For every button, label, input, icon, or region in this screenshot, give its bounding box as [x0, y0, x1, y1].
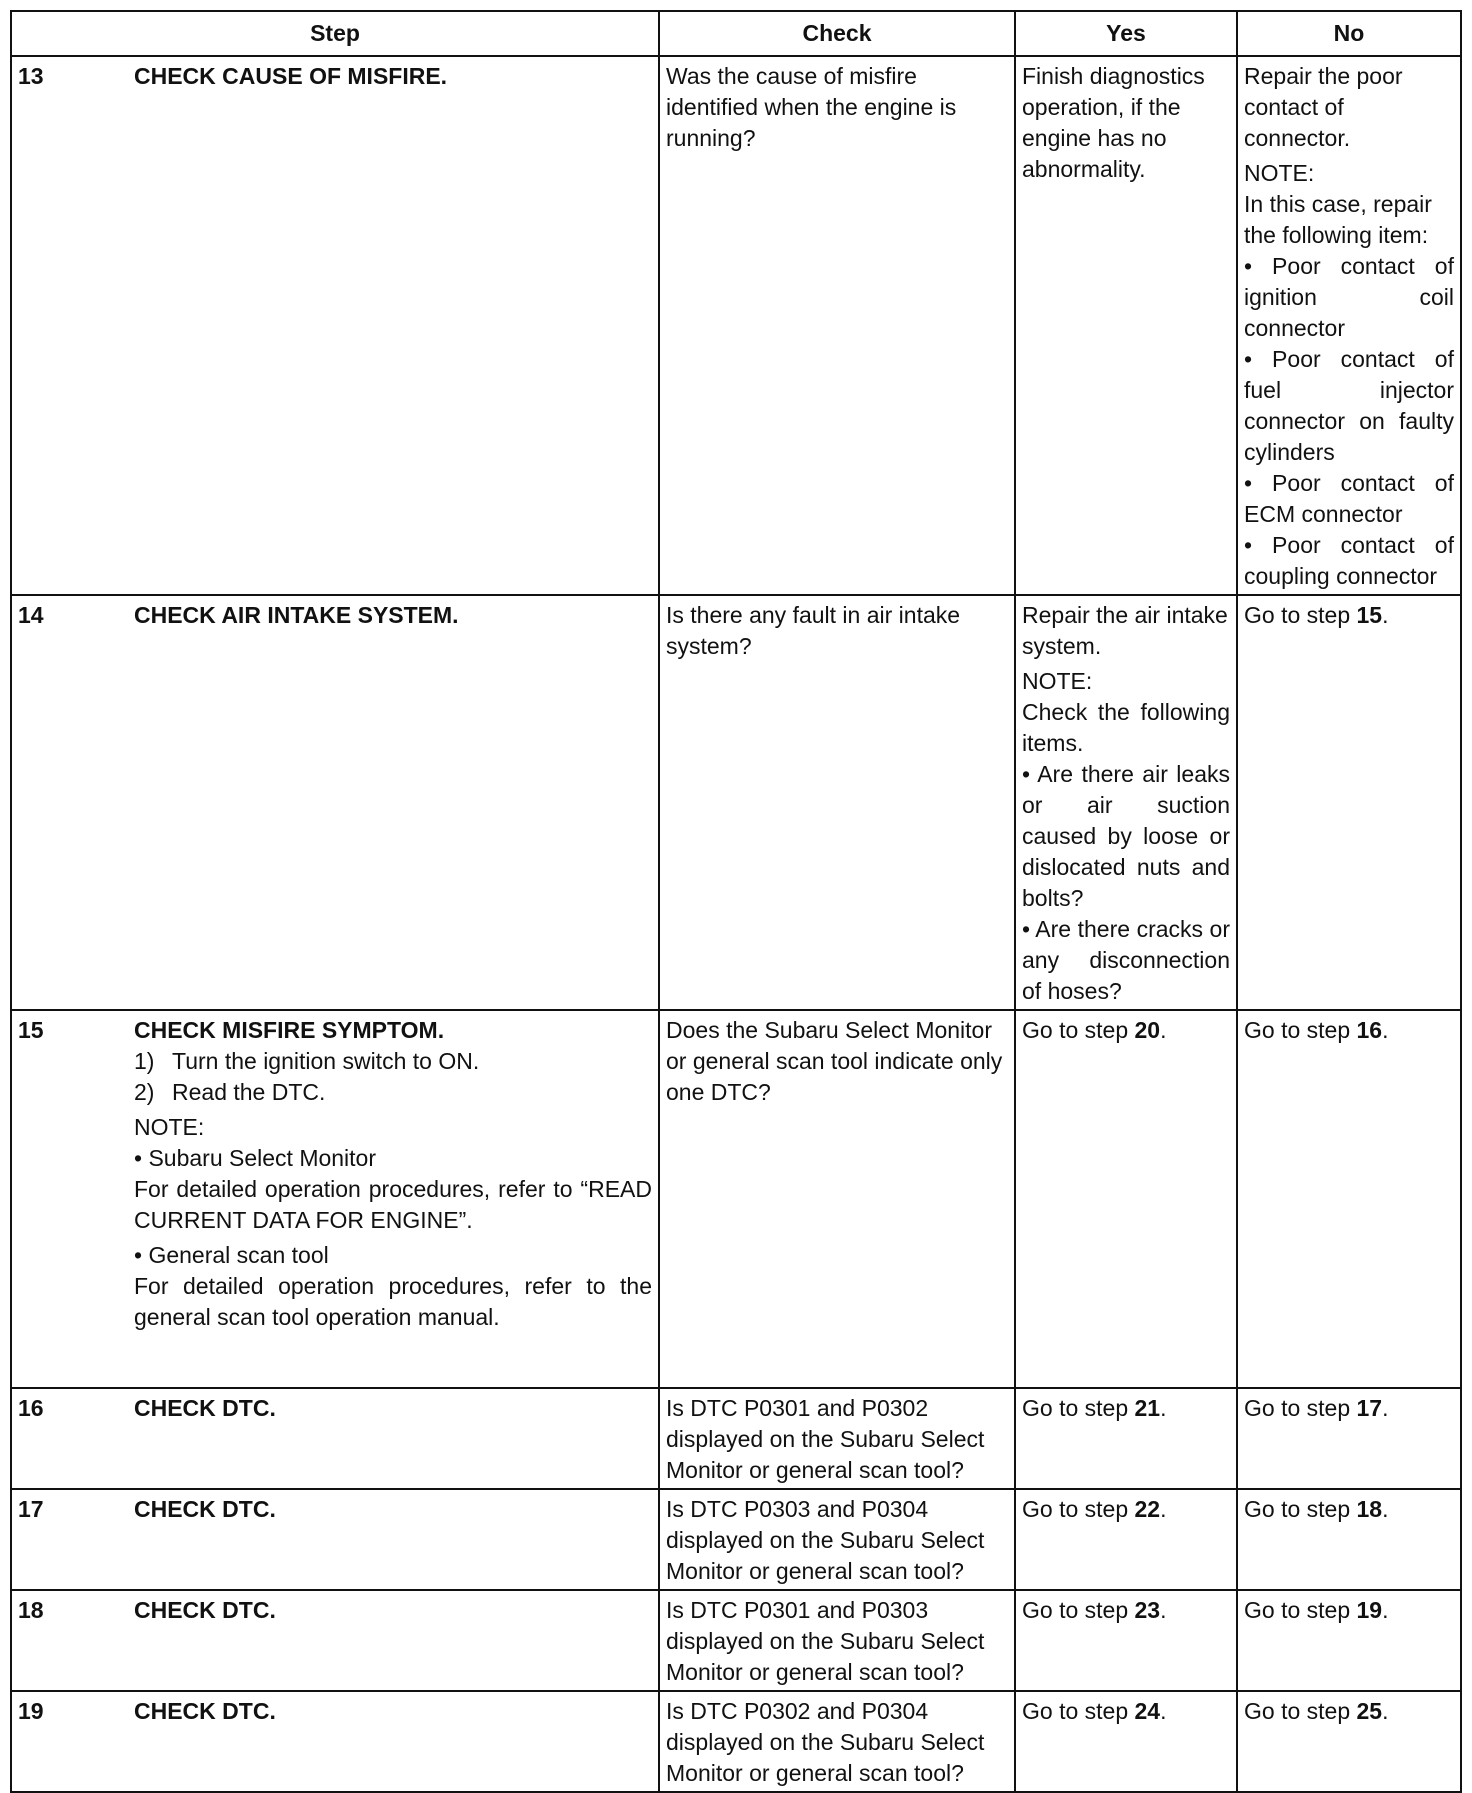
note-intro: In this case, repair the following item: [1244, 191, 1432, 248]
yes-step-link[interactable]: 23 [1134, 1597, 1161, 1623]
no-cell [1237, 595, 1461, 1010]
check-cell [659, 1590, 1015, 1691]
step-number: 15 [18, 1017, 44, 1043]
note-bullet: • Subaru Select Monitor [134, 1145, 377, 1171]
diagnostic-table [10, 10, 1462, 1793]
step-number: 13 [18, 63, 44, 89]
note-label: NOTE: [134, 1114, 205, 1140]
check-cell [659, 595, 1015, 1010]
note-label: NOTE: [1244, 160, 1315, 186]
note-bullet: • Poor contact of ECM connector [1244, 470, 1454, 527]
no-suffix: . [1382, 602, 1389, 628]
no-prefix: Go to step [1244, 602, 1357, 628]
no-step-link[interactable]: 15 [1356, 602, 1383, 628]
step-number: 19 [18, 1698, 44, 1724]
step-number: 18 [18, 1597, 44, 1623]
note-text: For detailed operation procedures, refer to “READ CURRENT DATA FOR ENGINE”. [134, 1176, 652, 1233]
table-row [11, 1388, 1461, 1489]
yes-cell [1015, 1388, 1237, 1489]
check-text: Is DTC P0301 and P0303 displayed on the Subaru Select Monitor or general scan tool? [666, 1597, 985, 1685]
header-yes: Yes [1015, 11, 1237, 56]
yes-step-link[interactable]: 24 [1134, 1698, 1161, 1724]
check-text: Was the cause of misfire identified when the engine is running? [666, 63, 957, 151]
table-row [11, 56, 1461, 595]
note-bullet: • Are there air leaks or air suction caused by loose or dislocated nuts and bolts? [1022, 761, 1230, 911]
yes-suffix: . [1160, 1395, 1167, 1421]
header-check: Check [659, 11, 1015, 56]
yes-cell [1015, 595, 1237, 1010]
no-prefix: Go to step [1244, 1698, 1357, 1724]
step-title: CHECK AIR INTAKE SYSTEM. [134, 602, 459, 628]
no-step-link[interactable]: 25 [1356, 1698, 1383, 1724]
table-row [11, 1010, 1461, 1388]
procedure-step: 2) Read the DTC. [134, 1079, 326, 1105]
no-prefix: Go to step [1244, 1017, 1357, 1043]
table-row [11, 1691, 1461, 1792]
note-bullet: • Poor contact of fuel injector connector on faulty cylinders [1244, 346, 1454, 465]
step-cell [11, 1010, 659, 1388]
no-cell [1237, 1590, 1461, 1691]
note-intro: Check the following items. [1022, 699, 1230, 756]
note-label: NOTE: [1022, 668, 1093, 694]
note-bullet: • General scan tool [134, 1242, 329, 1268]
header-no: No [1237, 11, 1461, 56]
yes-suffix: . [1160, 1597, 1167, 1623]
check-cell [659, 56, 1015, 595]
step-cell [11, 56, 659, 595]
no-step-link[interactable]: 17 [1356, 1395, 1383, 1421]
step-title: CHECK MISFIRE SYMPTOM. [134, 1017, 445, 1043]
no-step-link[interactable]: 16 [1356, 1017, 1383, 1043]
table-row [11, 1590, 1461, 1691]
yes-cell [1015, 1010, 1237, 1388]
step-number: 16 [18, 1395, 44, 1421]
check-cell [659, 1489, 1015, 1590]
no-suffix: . [1382, 1698, 1389, 1724]
no-cell [1237, 1691, 1461, 1792]
yes-step-link[interactable]: 21 [1134, 1395, 1161, 1421]
no-text: Repair the poor contact of connector. [1244, 63, 1403, 151]
no-cell [1237, 56, 1461, 595]
yes-step-link[interactable]: 20 [1134, 1017, 1161, 1043]
procedure-step: 1) Turn the ignition switch to ON. [134, 1048, 480, 1074]
yes-suffix: . [1160, 1698, 1167, 1724]
check-text: Is DTC P0302 and P0304 displayed on the Subaru Select Monitor or general scan tool? [666, 1698, 985, 1786]
table-row [11, 1489, 1461, 1590]
step-title: CHECK DTC. [134, 1395, 276, 1421]
note-bullet: • Poor contact of coupling connector [1244, 532, 1454, 589]
step-number: 14 [18, 602, 44, 628]
step-title: CHECK DTC. [134, 1597, 276, 1623]
yes-prefix: Go to step [1022, 1496, 1135, 1522]
yes-cell [1015, 56, 1237, 595]
yes-cell [1015, 1590, 1237, 1691]
note-bullet: • Poor contact of ignition coil connector [1244, 253, 1454, 341]
step-cell [11, 595, 659, 1010]
step-cell [11, 1489, 659, 1590]
no-suffix: . [1382, 1395, 1389, 1421]
no-suffix: . [1382, 1496, 1389, 1522]
check-cell [659, 1691, 1015, 1792]
note-text: For detailed operation procedures, refer to the general scan tool operation manual. [134, 1273, 652, 1330]
no-suffix: . [1382, 1597, 1389, 1623]
yes-suffix: . [1160, 1496, 1167, 1522]
yes-prefix: Go to step [1022, 1698, 1135, 1724]
yes-cell [1015, 1691, 1237, 1792]
no-step-link[interactable]: 19 [1356, 1597, 1383, 1623]
no-step-link[interactable]: 18 [1356, 1496, 1383, 1522]
step-title: CHECK CAUSE OF MISFIRE. [134, 63, 448, 89]
header-row [11, 11, 1461, 56]
no-cell [1237, 1489, 1461, 1590]
yes-cell [1015, 1489, 1237, 1590]
header-step: Step [11, 11, 659, 56]
yes-prefix: Go to step [1022, 1017, 1135, 1043]
step-title: CHECK DTC. [134, 1698, 276, 1724]
check-text: Does the Subaru Select Monitor or general scan tool indicate only one DTC? [666, 1017, 1003, 1105]
yes-text: Repair the air intake system. [1022, 602, 1228, 659]
table-row [11, 595, 1461, 1010]
yes-suffix: . [1160, 1017, 1167, 1043]
yes-step-link[interactable]: 22 [1134, 1496, 1161, 1522]
check-text: Is DTC P0301 and P0302 displayed on the Subaru Select Monitor or general scan tool? [666, 1395, 985, 1483]
yes-prefix: Go to step [1022, 1395, 1135, 1421]
check-cell [659, 1388, 1015, 1489]
yes-text: Finish diagnostics operation, if the engine has no abnormality. [1022, 63, 1205, 182]
yes-prefix: Go to step [1022, 1597, 1135, 1623]
no-cell [1237, 1388, 1461, 1489]
check-text: Is DTC P0303 and P0304 displayed on the Subaru Select Monitor or general scan tool? [666, 1496, 985, 1584]
no-prefix: Go to step [1244, 1496, 1357, 1522]
check-text: Is there any fault in air intake system? [666, 602, 961, 659]
step-cell [11, 1388, 659, 1489]
no-cell [1237, 1010, 1461, 1388]
note-bullet: • Are there cracks or any disconnection of hoses? [1022, 916, 1230, 1004]
step-cell [11, 1590, 659, 1691]
check-cell [659, 1010, 1015, 1388]
step-title: CHECK DTC. [134, 1496, 276, 1522]
no-prefix: Go to step [1244, 1597, 1357, 1623]
no-suffix: . [1382, 1017, 1389, 1043]
step-cell [11, 1691, 659, 1792]
step-number: 17 [18, 1496, 44, 1522]
no-prefix: Go to step [1244, 1395, 1357, 1421]
